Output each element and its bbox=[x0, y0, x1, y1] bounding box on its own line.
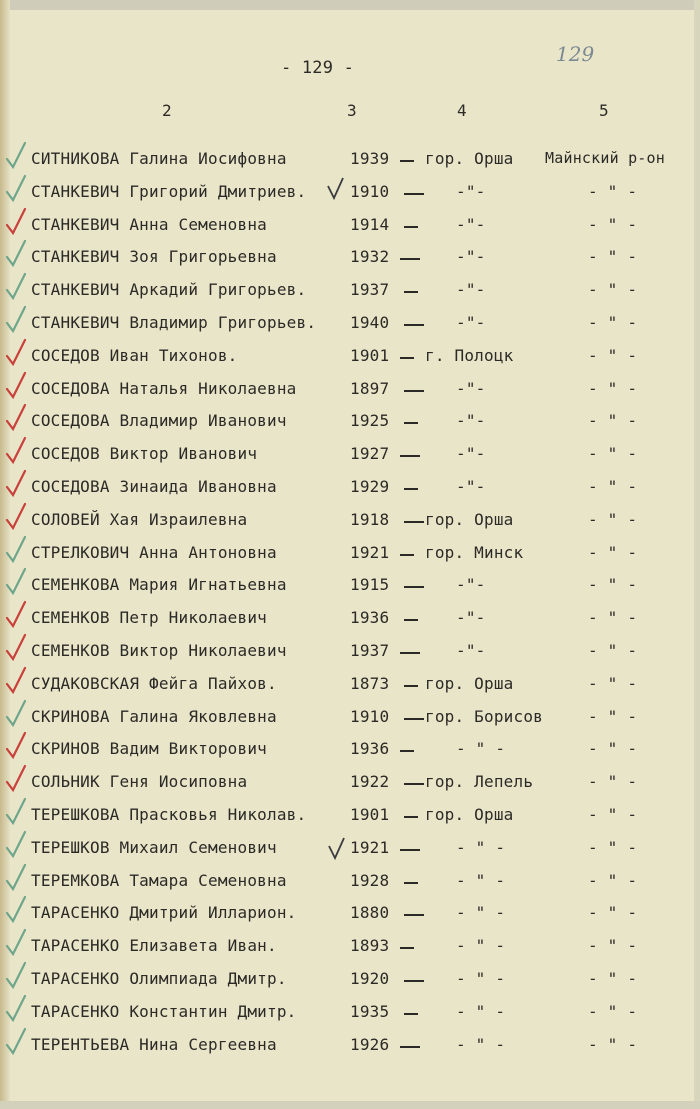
region: - " - bbox=[588, 969, 638, 988]
birth-year: 1915 bbox=[350, 575, 390, 595]
person-name: СТАНКЕВИЧ Аркадий Григорьев. bbox=[31, 280, 307, 300]
birth-place: - " - bbox=[456, 936, 506, 956]
green-check-mark-icon bbox=[5, 895, 27, 925]
red-check-mark-icon bbox=[5, 633, 27, 663]
handwritten-dash bbox=[404, 685, 418, 687]
column-header-5: 5 bbox=[599, 101, 609, 120]
red-check-mark-icon bbox=[5, 764, 27, 794]
birth-year: 1901 bbox=[350, 345, 390, 365]
green-check-mark-icon bbox=[5, 567, 27, 597]
person-name: СКРИНОВА Галина Яковлевна bbox=[31, 706, 277, 726]
region: - " - bbox=[588, 673, 638, 693]
handwritten-dash bbox=[404, 718, 424, 720]
person-name: ТАРАСЕНКО Олимпиада Дмитр. bbox=[31, 969, 287, 988]
person-name: СКРИНОВ Вадим Викторович bbox=[31, 739, 267, 759]
birth-year: 1880 bbox=[350, 903, 390, 923]
region: - " - bbox=[588, 805, 638, 824]
record-row bbox=[0, 701, 700, 733]
green-check-mark-icon bbox=[5, 174, 27, 204]
handwritten-dash bbox=[404, 488, 418, 490]
birth-place: -"- bbox=[456, 313, 486, 332]
pencil-check-mark-row-22 bbox=[327, 836, 347, 862]
handwritten-dash bbox=[404, 193, 424, 195]
record-row bbox=[0, 996, 700, 1028]
green-check-mark-icon bbox=[5, 272, 27, 302]
record-row bbox=[0, 897, 700, 929]
column-header-3: 3 bbox=[347, 101, 357, 120]
record-row bbox=[0, 471, 700, 503]
birth-place: -"- bbox=[456, 444, 486, 464]
region: - " - bbox=[588, 641, 638, 660]
person-name: ТЕРЕШКОВА Прасковья Николав. bbox=[31, 805, 307, 824]
pencil-check-mark-row-2 bbox=[326, 176, 346, 202]
person-name: СТАНКЕВИЧ Анна Семеновна bbox=[31, 214, 267, 234]
record-row bbox=[0, 963, 700, 995]
birth-place: -"- bbox=[456, 641, 486, 660]
birth-place: г. Полоцк bbox=[425, 345, 514, 365]
red-check-mark-icon bbox=[5, 600, 27, 630]
record-row bbox=[0, 274, 700, 306]
birth-year: 1927 bbox=[350, 444, 390, 464]
region: - " - bbox=[588, 706, 638, 726]
birth-year: 1921 bbox=[350, 542, 390, 562]
birth-year: 1929 bbox=[350, 477, 390, 496]
record-row bbox=[0, 569, 700, 601]
person-name: СИТНИКОВА Галина Иосифовна bbox=[31, 149, 287, 168]
green-check-mark-icon bbox=[5, 797, 27, 827]
red-check-mark-icon bbox=[5, 469, 27, 499]
person-name: СОЛОВЕЙ Хая Израилевна bbox=[31, 509, 248, 529]
column-header-4: 4 bbox=[457, 101, 467, 120]
record-row bbox=[0, 143, 700, 175]
region: - " - bbox=[588, 509, 638, 529]
green-check-mark-icon bbox=[5, 535, 27, 565]
person-name: ТАРАСЕНКО Дмитрий Илларион. bbox=[31, 903, 297, 923]
birth-place: - " - bbox=[456, 870, 506, 890]
record-row bbox=[0, 930, 700, 962]
region: - " - bbox=[588, 936, 638, 956]
region: - " - bbox=[588, 214, 638, 234]
birth-year: 1920 bbox=[350, 969, 390, 988]
birth-place: -"- bbox=[456, 575, 486, 595]
region: - " - bbox=[588, 739, 638, 759]
handwritten-dash bbox=[400, 849, 420, 851]
birth-place: - " - bbox=[456, 1034, 506, 1054]
green-check-mark-icon bbox=[5, 699, 27, 729]
red-check-mark-icon bbox=[5, 666, 27, 696]
handwritten-dash bbox=[404, 619, 418, 621]
handwritten-dash bbox=[404, 422, 418, 424]
region: - " - bbox=[588, 345, 638, 365]
green-check-mark-icon bbox=[5, 305, 27, 335]
record-row bbox=[0, 537, 700, 569]
birth-place: - " - bbox=[456, 1001, 506, 1021]
red-check-mark-icon bbox=[5, 338, 27, 368]
region: Майнский р-он bbox=[545, 149, 665, 167]
birth-year: 1873 bbox=[350, 673, 390, 693]
person-name: СЕМЕНКОВ Виктор Николаевич bbox=[31, 641, 287, 660]
person-name: СЕМЕНКОВ Петр Николаевич bbox=[31, 608, 267, 628]
person-name: СУДАКОВСКАЯ Фейга Пайхов. bbox=[31, 673, 277, 693]
birth-place: гор. Борисов bbox=[425, 706, 543, 726]
red-check-mark-icon bbox=[5, 731, 27, 761]
person-name: СТРЕЛКОВИЧ Анна Антоновна bbox=[31, 542, 277, 562]
birth-place: - " - bbox=[456, 903, 506, 923]
record-row bbox=[0, 766, 700, 798]
green-check-mark-icon bbox=[5, 830, 27, 860]
birth-year: 1928 bbox=[350, 870, 390, 890]
handwritten-dash bbox=[400, 160, 414, 162]
red-check-mark-icon bbox=[5, 371, 27, 401]
person-name: ТЕРЕМКОВА Тамара Семеновна bbox=[31, 870, 287, 890]
record-row bbox=[0, 865, 700, 897]
birth-year: 1893 bbox=[350, 936, 390, 956]
birth-year: 1936 bbox=[350, 739, 390, 759]
record-row bbox=[0, 799, 700, 831]
handwritten-dash bbox=[400, 357, 414, 359]
record-row bbox=[0, 635, 700, 667]
column-header-2: 2 bbox=[162, 101, 172, 120]
green-check-mark-icon bbox=[5, 1027, 27, 1057]
handwritten-dash bbox=[404, 521, 424, 523]
handwritten-dash bbox=[404, 226, 418, 228]
birth-year: 1914 bbox=[350, 214, 390, 234]
birth-year: 1935 bbox=[350, 1001, 390, 1021]
region: - " - bbox=[588, 608, 638, 628]
birth-year: 1910 bbox=[350, 181, 390, 201]
record-row bbox=[0, 504, 700, 536]
person-name: ТЕРЕНТЬЕВА Нина Сергеевна bbox=[31, 1034, 277, 1054]
red-check-mark-icon bbox=[5, 436, 27, 466]
handwritten-dash bbox=[404, 816, 418, 818]
record-row bbox=[0, 307, 700, 339]
region: - " - bbox=[588, 1001, 638, 1021]
birth-place: гор. Орша bbox=[425, 805, 514, 824]
birth-place: гор. Орша bbox=[425, 673, 514, 693]
person-name: СЕМЕНКОВА Мария Игнатьевна bbox=[31, 575, 287, 595]
record-row bbox=[0, 176, 700, 208]
handwritten-dash bbox=[404, 291, 418, 293]
record-row bbox=[0, 209, 700, 241]
birth-year: 1937 bbox=[350, 280, 390, 300]
handwritten-dash bbox=[404, 324, 424, 326]
birth-place: -"- bbox=[456, 247, 486, 267]
region: - " - bbox=[588, 870, 638, 890]
birth-place: -"- bbox=[456, 608, 486, 628]
birth-place: -"- bbox=[456, 181, 486, 201]
region: - " - bbox=[588, 280, 638, 300]
region: - " - bbox=[588, 444, 638, 464]
red-check-mark-icon bbox=[5, 502, 27, 532]
birth-year: 1939 bbox=[350, 149, 390, 168]
handwritten-dash bbox=[400, 947, 414, 949]
record-row bbox=[0, 602, 700, 634]
person-name: СОЛЬНИК Геня Иосиповна bbox=[31, 772, 248, 792]
person-name: СОСЕДОВА Наталья Николаевна bbox=[31, 378, 297, 398]
person-name: ТАРАСЕНКО Константин Дмитр. bbox=[31, 1001, 297, 1021]
birth-year: 1937 bbox=[350, 641, 390, 660]
birth-place: -"- bbox=[456, 214, 486, 234]
handwritten-dash bbox=[404, 1013, 418, 1015]
red-check-mark-icon bbox=[5, 403, 27, 433]
person-name: СОСЕДОВА Владимир Иванович bbox=[31, 411, 287, 431]
handwritten-dash bbox=[400, 554, 414, 556]
birth-year: 1921 bbox=[350, 837, 390, 857]
page-number: - 129 - bbox=[281, 58, 355, 78]
birth-place: - " - bbox=[456, 739, 506, 759]
birth-place: -"- bbox=[456, 477, 486, 496]
birth-place: гор. Минск bbox=[425, 542, 524, 562]
handwritten-dash bbox=[404, 914, 424, 916]
birth-year: 1936 bbox=[350, 608, 390, 628]
region: - " - bbox=[588, 772, 638, 792]
green-check-mark-icon bbox=[5, 928, 27, 958]
record-row bbox=[0, 241, 700, 273]
green-check-mark-icon bbox=[5, 994, 27, 1024]
birth-year: 1922 bbox=[350, 772, 390, 792]
person-name: ТЕРЕШКОВ Михаил Семенович bbox=[31, 837, 277, 857]
scan-top-border bbox=[0, 0, 700, 10]
record-row bbox=[0, 405, 700, 437]
red-check-mark-icon bbox=[5, 207, 27, 237]
handwritten-dash bbox=[404, 586, 424, 588]
green-check-mark-icon bbox=[5, 961, 27, 991]
birth-year: 1940 bbox=[350, 313, 390, 332]
person-name: СТАНКЕВИЧ Григорий Дмитриев. bbox=[31, 181, 307, 201]
green-check-mark-icon bbox=[5, 239, 27, 269]
record-row bbox=[0, 438, 700, 470]
person-name: СТАНКЕВИЧ Владимир Григорьев. bbox=[31, 313, 317, 332]
birth-year: 1897 bbox=[350, 378, 390, 398]
handwritten-dash bbox=[400, 750, 414, 752]
person-name: СОСЕДОВ Виктор Иванович bbox=[31, 444, 258, 464]
region: - " - bbox=[588, 378, 638, 398]
birth-year: 1910 bbox=[350, 706, 390, 726]
record-row bbox=[0, 1029, 700, 1061]
handwritten-dash bbox=[404, 783, 424, 785]
person-name: ТАРАСЕНКО Елизавета Иван. bbox=[31, 936, 277, 956]
green-check-mark-icon bbox=[5, 863, 27, 893]
birth-year: 1926 bbox=[350, 1034, 390, 1054]
region: - " - bbox=[588, 411, 638, 431]
birth-year: 1901 bbox=[350, 805, 390, 824]
person-name: СТАНКЕВИЧ Зоя Григорьевна bbox=[31, 247, 277, 267]
scan-bottom-border bbox=[0, 1101, 700, 1109]
region: - " - bbox=[588, 575, 638, 595]
birth-place: -"- bbox=[456, 411, 486, 431]
birth-place: гор. Лепель bbox=[425, 772, 534, 792]
region: - " - bbox=[588, 837, 638, 857]
region: - " - bbox=[588, 542, 638, 562]
person-name: СОСЕДОВА Зинаида Ивановна bbox=[31, 477, 277, 496]
birth-year: 1925 bbox=[350, 411, 390, 431]
handwritten-page-number: 129 bbox=[556, 42, 595, 66]
birth-place: - " - bbox=[456, 837, 506, 857]
record-row bbox=[0, 373, 700, 405]
region: - " - bbox=[588, 1034, 638, 1054]
region: - " - bbox=[588, 477, 638, 496]
region: - " - bbox=[588, 181, 638, 201]
record-row bbox=[0, 668, 700, 700]
record-row bbox=[0, 832, 700, 864]
birth-year: 1932 bbox=[350, 247, 390, 267]
handwritten-dash bbox=[400, 455, 420, 457]
birth-place: -"- bbox=[456, 378, 486, 398]
birth-place: гор. Орша bbox=[425, 509, 514, 529]
region: - " - bbox=[588, 903, 638, 923]
handwritten-dash bbox=[404, 390, 424, 392]
handwritten-dash bbox=[400, 652, 420, 654]
birth-year: 1918 bbox=[350, 509, 390, 529]
handwritten-dash bbox=[400, 1046, 420, 1048]
birth-place: - " - bbox=[456, 969, 506, 988]
handwritten-dash bbox=[404, 882, 418, 884]
birth-place: гор. Орша bbox=[425, 149, 514, 168]
handwritten-dash bbox=[404, 980, 424, 982]
birth-place: -"- bbox=[456, 280, 486, 300]
record-row bbox=[0, 733, 700, 765]
region: - " - bbox=[588, 247, 638, 267]
handwritten-dash bbox=[400, 258, 420, 260]
person-name: СОСЕДОВ Иван Тихонов. bbox=[31, 345, 238, 365]
region: - " - bbox=[588, 313, 638, 332]
record-row bbox=[0, 340, 700, 372]
green-check-mark-icon bbox=[5, 141, 27, 171]
